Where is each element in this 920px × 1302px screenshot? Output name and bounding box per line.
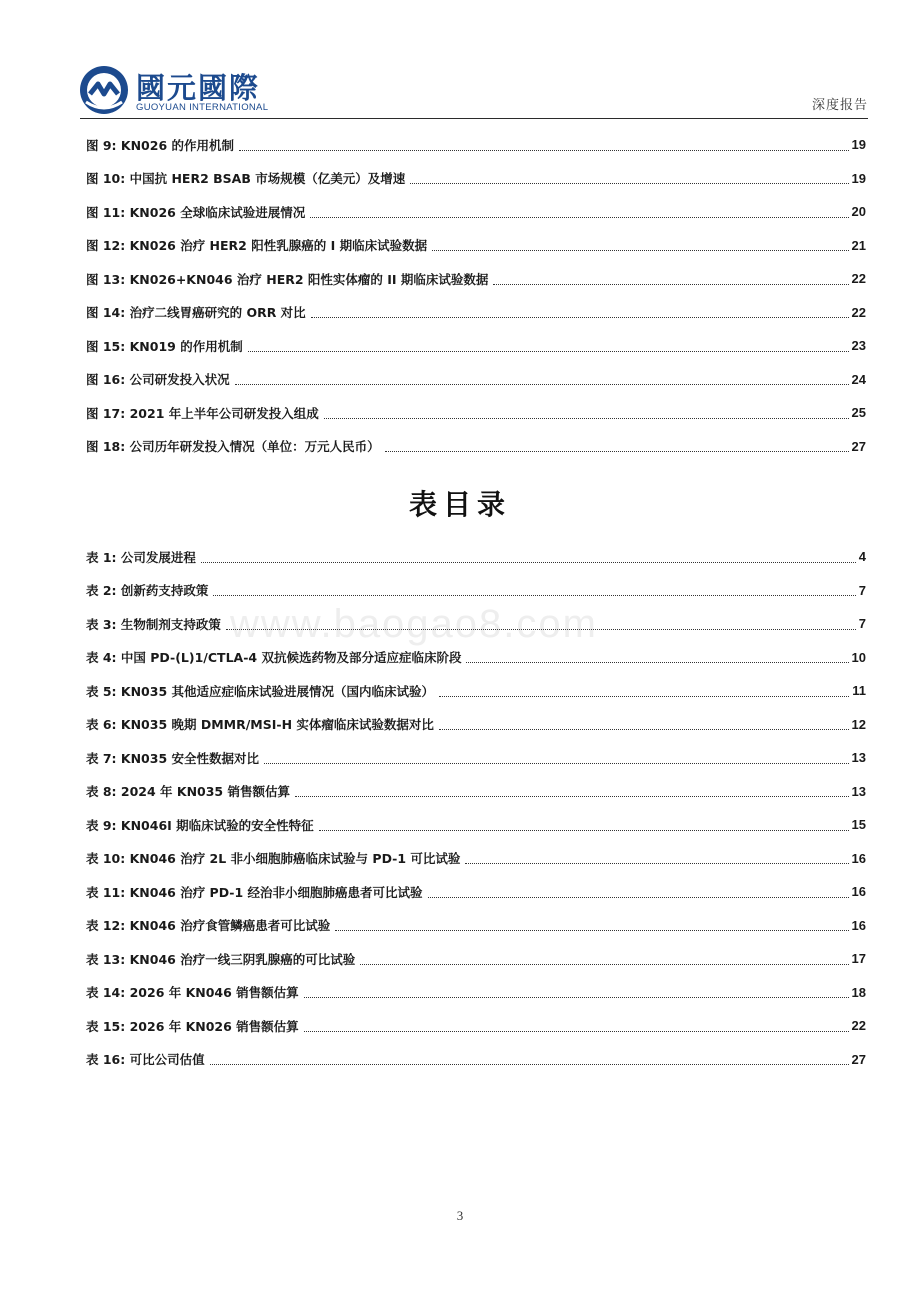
table-entry-page-number: 16 <box>851 884 866 900</box>
dot-leader <box>239 149 849 151</box>
table-entry[interactable] <box>86 741 866 775</box>
dot-leader <box>432 249 848 251</box>
dot-leader <box>360 963 848 965</box>
page-number: 3 <box>456 1208 464 1223</box>
dot-leader <box>410 182 848 184</box>
figure-entry-label: 图 12: KN026 治疗 HER2 阳性乳腺癌的 I 期临床试验数据 <box>86 238 428 254</box>
dot-leader <box>319 829 849 831</box>
figure-entry[interactable] <box>86 229 866 263</box>
dot-leader <box>304 1030 849 1032</box>
watermark: www.baogao8.com <box>230 602 598 646</box>
figure-entry[interactable] <box>86 128 866 162</box>
table-entry-label: 表 3: 生物制剂支持政策 <box>86 616 221 632</box>
table-entry-page-number: 18 <box>851 984 866 1000</box>
dot-leader <box>324 417 849 419</box>
table-entry-page-number: 13 <box>851 750 866 766</box>
dot-leader <box>439 728 849 730</box>
figure-entry-page-number: 21 <box>851 237 866 253</box>
table-entry-page-number: 7 <box>858 582 866 598</box>
table-entry-label: 表 5: KN035 其他适应症临床试验进展情况（国内临床试验） <box>86 683 434 699</box>
dot-leader <box>428 896 849 898</box>
logo-english-name: GUOYUAN INTERNATIONAL <box>136 102 269 113</box>
figure-entry-label: 图 15: KN019 的作用机制 <box>86 338 243 354</box>
table-entry[interactable] <box>86 909 866 943</box>
dot-leader <box>248 350 849 352</box>
table-entry[interactable] <box>86 775 866 809</box>
table-section-title: 表目录 <box>408 488 511 521</box>
dot-leader <box>304 996 849 998</box>
figure-entry[interactable] <box>86 296 866 330</box>
table-entry-page-number: 10 <box>851 649 866 665</box>
table-entry-page-number: 16 <box>851 850 866 866</box>
table-entry-label: 表 9: KN046I 期临床试验的安全性特征 <box>86 817 314 833</box>
table-entry[interactable] <box>86 708 866 742</box>
figure-entry-page-number: 20 <box>851 204 866 220</box>
figure-entry-label: 图 18: 公司历年研发投入情况（单位：万元人民币） <box>86 439 380 455</box>
dot-leader <box>264 762 849 764</box>
dot-leader <box>210 1063 849 1065</box>
table-entry-page-number: 27 <box>851 1051 866 1067</box>
report-type-label: 深度报告 <box>811 98 868 113</box>
dot-leader <box>465 862 848 864</box>
table-entry-label: 表 2: 创新药支持政策 <box>86 583 209 599</box>
dot-leader <box>385 450 849 452</box>
figure-entry-label: 图 9: KN026 的作用机制 <box>86 137 234 153</box>
dot-leader <box>310 216 848 218</box>
table-entry-label: 表 12: KN046 治疗食管鳞癌患者可比试验 <box>86 918 331 934</box>
table-entry-label: 表 8: 2024 年 KN035 销售额估算 <box>86 784 290 800</box>
figure-entry[interactable] <box>86 262 866 296</box>
dot-leader <box>295 795 849 797</box>
table-entry-page-number: 15 <box>851 817 866 833</box>
company-logo <box>78 64 278 118</box>
table-entry-page-number: 11 <box>852 683 866 699</box>
dot-leader <box>201 561 856 563</box>
table-entry-page-number: 7 <box>858 616 866 632</box>
dot-leader <box>213 594 855 596</box>
figure-list <box>86 128 866 463</box>
table-entry-label: 表 4: 中国 PD-(L)1/CTLA-4 双抗候选药物及部分适应症临床阶段 <box>86 650 462 666</box>
table-entry-label: 表 10: KN046 治疗 2L 非小细胞肺癌临床试验与 PD-1 可比试验 <box>86 851 461 867</box>
figure-entry-page-number: 24 <box>851 371 866 387</box>
table-entry-page-number: 17 <box>851 951 866 967</box>
logo-chinese-name: 國元國際 <box>136 71 261 105</box>
table-entry-label: 表 11: KN046 治疗 PD-1 经治非小细胞肺癌患者可比试验 <box>86 884 423 900</box>
dot-leader <box>493 283 848 285</box>
table-entry-label: 表 16: 可比公司估值 <box>86 1052 205 1068</box>
dot-leader <box>235 383 849 385</box>
table-entry[interactable] <box>86 1043 866 1077</box>
header-divider <box>80 118 868 119</box>
table-entry-label: 表 1: 公司发展进程 <box>86 549 196 565</box>
table-entry-page-number: 16 <box>851 917 866 933</box>
figure-entry-page-number: 22 <box>851 271 866 287</box>
table-entry[interactable] <box>86 540 866 574</box>
guoyuan-logo-icon <box>78 64 130 116</box>
figure-entry-label: 图 13: KN026+KN046 治疗 HER2 阳性实体瘤的 II 期临床试验数据 <box>86 271 489 287</box>
figure-entry[interactable] <box>86 430 866 464</box>
figure-entry[interactable] <box>86 396 866 430</box>
figure-entry-label: 图 10: 中国抗 HER2 BSAB 市场规模（亿美元）及增速 <box>86 171 406 187</box>
table-entry-label: 表 6: KN035 晚期 DMMR/MSI-H 实体瘤临床试验数据对比 <box>86 717 434 733</box>
figure-entry[interactable] <box>86 329 866 363</box>
table-entry-label: 表 7: KN035 安全性数据对比 <box>86 750 259 766</box>
table-entry-label: 表 14: 2026 年 KN046 销售额估算 <box>86 985 299 1001</box>
dot-leader <box>466 661 848 663</box>
table-entry[interactable] <box>86 942 866 976</box>
table-entry-label: 表 15: 2026 年 KN026 销售额估算 <box>86 1018 299 1034</box>
table-entry[interactable] <box>86 808 866 842</box>
table-entry[interactable] <box>86 875 866 909</box>
figure-entry-page-number: 23 <box>851 338 866 354</box>
table-entry[interactable] <box>86 1009 866 1043</box>
page-header <box>0 0 920 125</box>
table-entry[interactable] <box>86 674 866 708</box>
table-entry-page-number: 13 <box>851 783 866 799</box>
figure-entry-label: 图 17: 2021 年上半年公司研发投入组成 <box>86 405 319 421</box>
dot-leader <box>311 316 849 318</box>
figure-entry-page-number: 22 <box>851 304 866 320</box>
figure-entry[interactable] <box>86 195 866 229</box>
table-entry-page-number: 22 <box>851 1018 866 1034</box>
figure-entry-page-number: 27 <box>851 438 866 454</box>
figure-entry-page-number: 19 <box>851 137 866 153</box>
figure-entry[interactable] <box>86 162 866 196</box>
figure-entry[interactable] <box>86 363 866 397</box>
table-entry[interactable] <box>86 842 866 876</box>
dot-leader <box>439 695 849 697</box>
table-entry-page-number: 12 <box>851 716 866 732</box>
dot-leader <box>335 929 848 931</box>
figure-entry-label: 图 16: 公司研发投入状况 <box>86 372 230 388</box>
table-entry-label: 表 13: KN046 治疗一线三阴乳腺癌的可比试验 <box>86 951 356 967</box>
table-entry[interactable] <box>86 976 866 1010</box>
figure-entry-page-number: 19 <box>851 170 866 186</box>
figure-entry-label: 图 11: KN026 全球临床试验进展情况 <box>86 204 306 220</box>
figure-entry-label: 图 14: 治疗二线胃癌研究的 ORR 对比 <box>86 305 306 321</box>
figure-entry-page-number: 25 <box>851 405 866 421</box>
table-entry-page-number: 4 <box>858 549 866 565</box>
